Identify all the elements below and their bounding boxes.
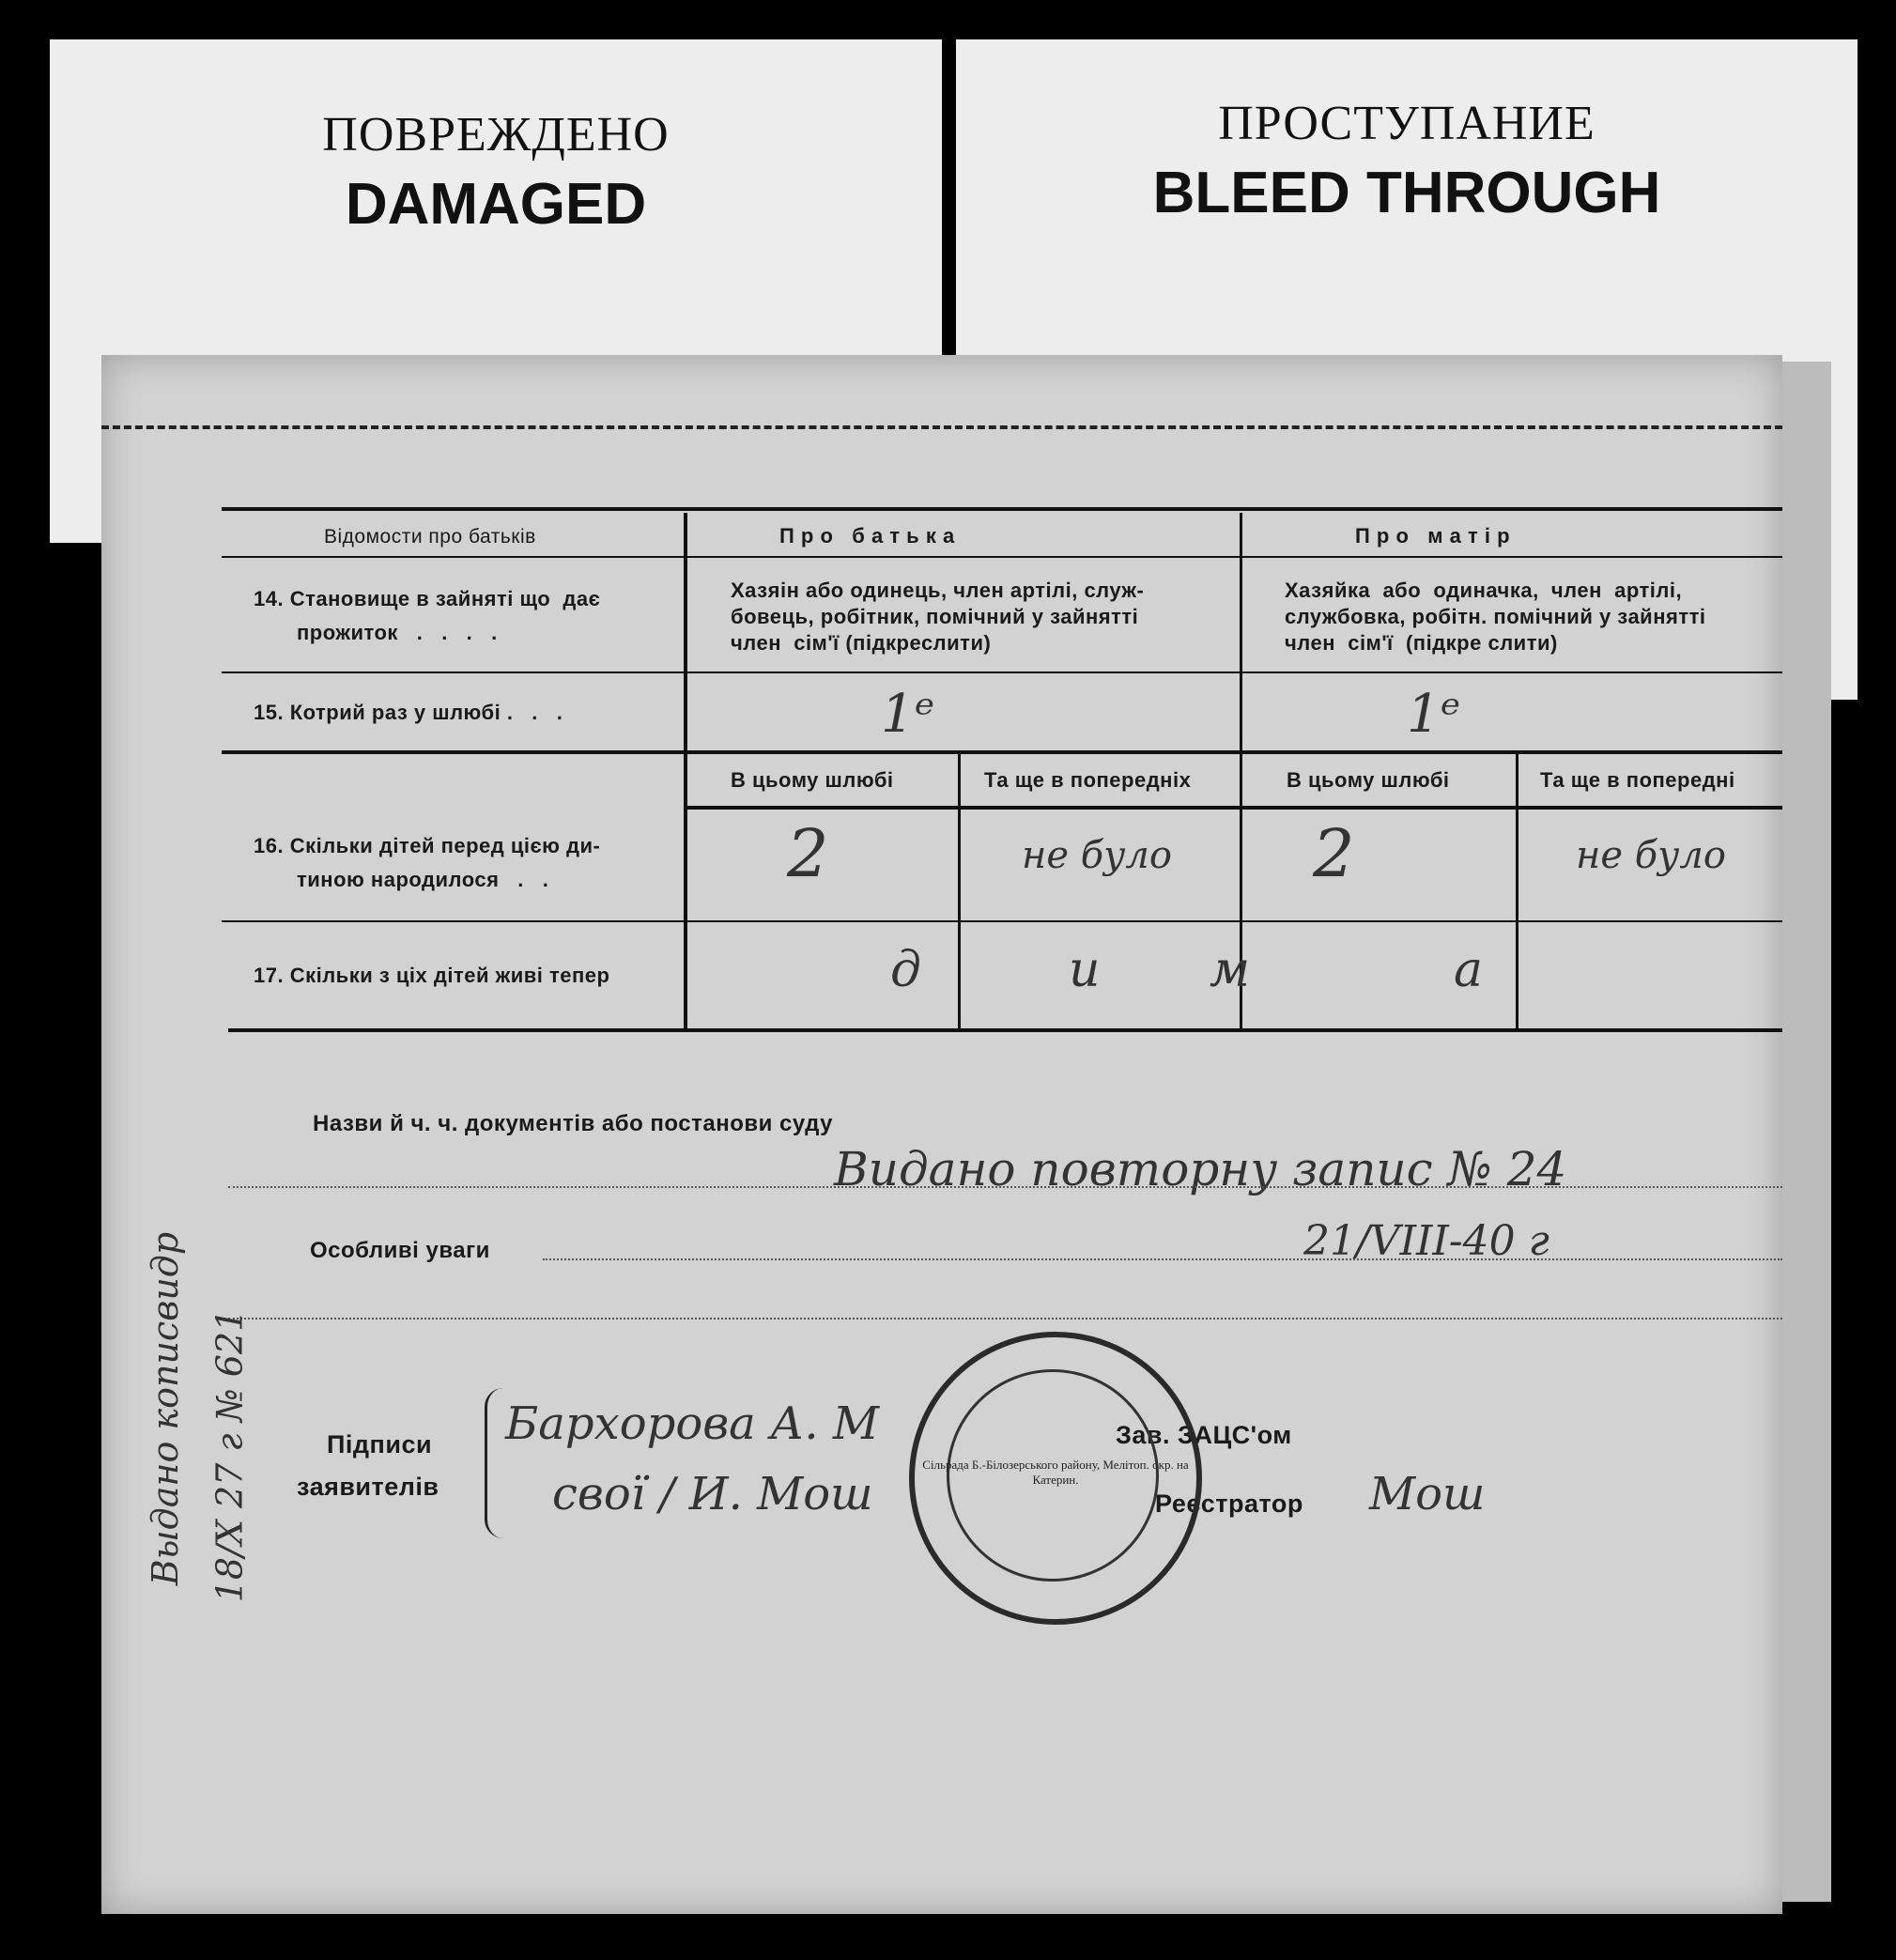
row14-father-1: Хазяін або одинець, член артілі, служ-: [731, 579, 1145, 602]
col-divider-1: [684, 513, 687, 1032]
perforation-line: [101, 425, 1782, 429]
row15-father-value: 1ᵉ: [881, 684, 935, 745]
row15-mother-value: 1ᵉ: [1407, 684, 1461, 745]
row16-bottom-rule: [222, 920, 1782, 922]
subheader-bottom-rule: [686, 806, 1782, 810]
header-mother: П р о м а т і р: [1355, 524, 1511, 548]
registrar-signature: Мош: [1369, 1468, 1486, 1520]
official-stamp: [909, 1332, 1202, 1625]
sub-this-marriage-father: В цьому шлюбі: [731, 768, 894, 792]
sub-this-marriage-mother: В цьому шлюбі: [1287, 768, 1450, 792]
signature-2: свої / И. Мош: [552, 1468, 873, 1520]
table-bottom-rule: [228, 1028, 1782, 1032]
stamp-text: Сільрада Б.-Білозерського району, Мелітоп. окр. на Катерин.: [922, 1458, 1189, 1487]
header-father: П р о б а т ь к а: [779, 524, 955, 548]
docs-label: Назви й ч. ч. документів або постанови суду: [313, 1111, 834, 1136]
header-col1: Відомости про батьків: [324, 526, 536, 548]
docs-underline: [228, 1186, 1782, 1188]
table-top-rule: [222, 507, 1782, 511]
special-underline-1: [543, 1258, 1782, 1260]
row17-label: 17. Скільки з ціх дітей живі тепер: [254, 964, 610, 987]
row16-label-2: тиною народилося . .: [297, 868, 549, 891]
header-bottom-rule: [222, 556, 1782, 558]
row17-value-3: м: [1210, 942, 1251, 998]
signatures-label-2: заявителів: [297, 1473, 439, 1501]
damaged-ru-label: ПОВРЕЖДЕНО: [322, 108, 670, 162]
row14-bottom-rule: [222, 671, 1782, 673]
row17-value-4: а: [1454, 942, 1484, 998]
col-divider-father: [958, 754, 961, 1032]
row17-value-1: д: [890, 942, 921, 998]
row15-bottom-rule: [222, 750, 1782, 754]
row16-mother-prev: не було: [1576, 834, 1726, 877]
bleed-en-label: BLEED THROUGH: [1152, 161, 1661, 225]
docs-value: Видано повторну запис № 24: [834, 1142, 1567, 1196]
row14-mother-1: Хазяйка або одиначка, член артілі,: [1285, 579, 1683, 602]
row14-label-2: прожиток . . . .: [297, 621, 498, 644]
row14-mother-2: службовка, робітн. помічний у зайнятті: [1285, 605, 1706, 628]
row17-value-2: и: [1069, 942, 1101, 998]
special-value: 21/VIII-40 г: [1303, 1217, 1549, 1265]
row15-label: 15. Котрий раз у шлюбі . . .: [254, 701, 563, 724]
margin-note-1: Выдано кописвидр: [145, 1231, 187, 1586]
row14-father-3: член сім'ї (підкреслити): [731, 631, 992, 655]
margin-note-2: 18/X 27 г № 621: [208, 1308, 251, 1603]
bleed-ru-label: ПРОСТУПАНИЕ: [1218, 97, 1595, 150]
row16-label-1: 16. Скільки дітей перед цією ди-: [254, 834, 601, 857]
sub-previous-father: Та ще в попередніх: [984, 768, 1192, 792]
row14-father-2: бовець, робітник, помічний у зайнятті: [731, 605, 1139, 628]
col-divider-mother: [1516, 754, 1518, 1032]
damaged-en-label: DAMAGED: [345, 172, 647, 237]
head-label: Зав. ЗАЦС'ом: [1116, 1421, 1292, 1449]
sub-previous-mother: Та ще в попередні: [1540, 768, 1735, 792]
signatures-brace: [485, 1388, 504, 1538]
document-page: [101, 355, 1782, 1914]
row14-mother-3: член сім'ї (підкре слити): [1285, 631, 1558, 655]
signatures-label-1: Підписи: [327, 1430, 433, 1458]
registrar-label: Реєстратор: [1155, 1489, 1303, 1518]
special-underline-2: [228, 1318, 1782, 1320]
row16-father-prev: не було: [1022, 834, 1172, 877]
row14-label-1: 14. Становище в зайняті що дає: [254, 587, 601, 610]
row16-father-this: 2: [787, 815, 829, 892]
signature-1: Бархорова А. М: [505, 1397, 880, 1450]
special-label: Особливі уваги: [310, 1238, 490, 1263]
row16-mother-this: 2: [1313, 815, 1355, 892]
